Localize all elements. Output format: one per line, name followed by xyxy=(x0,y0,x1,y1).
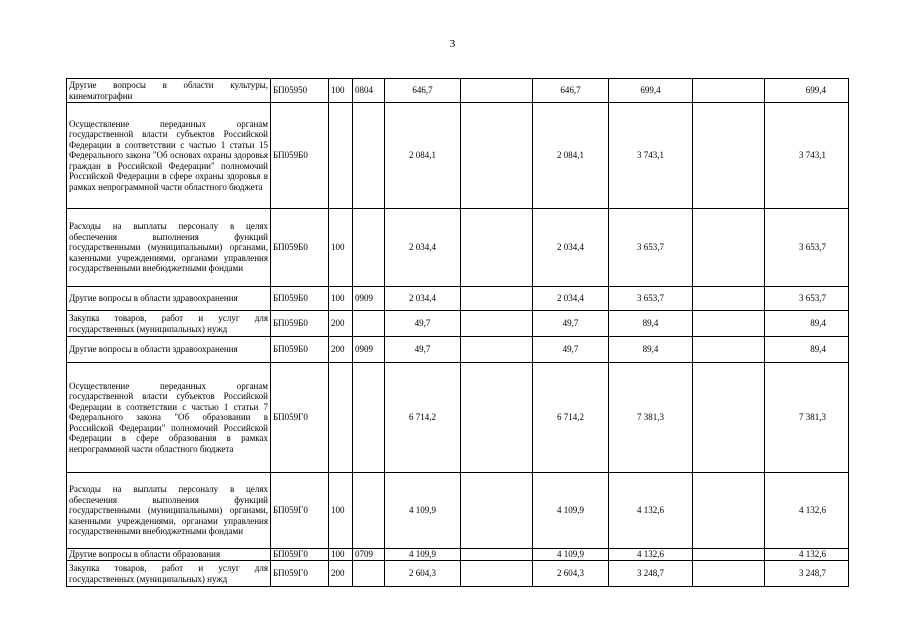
amount-col-5 xyxy=(693,103,765,209)
amount-col-5 xyxy=(693,363,765,473)
section-code xyxy=(353,103,385,209)
amount-col-2 xyxy=(461,79,533,103)
amount-col-5 xyxy=(693,549,765,561)
target-code: БП059Г0 xyxy=(271,363,329,473)
amount-col-2 xyxy=(461,209,533,287)
amount-col-3: 4 109,9 xyxy=(533,473,609,549)
amount-col-3: 49,7 xyxy=(533,311,609,337)
amount-col-1: 4 109,9 xyxy=(385,549,461,561)
row-description: Другие вопросы в области образования xyxy=(67,549,271,561)
amount-col-4: 89,4 xyxy=(609,337,693,363)
amount-col-3: 2 084,1 xyxy=(533,103,609,209)
expense-type: 100 xyxy=(329,287,353,311)
row-description: Закупка товаров, работ и услуг для государственных (муниципальных) нужд xyxy=(67,311,271,337)
amount-col-2 xyxy=(461,549,533,561)
amount-col-3: 6 714,2 xyxy=(533,363,609,473)
target-code: БП059Б0 xyxy=(271,103,329,209)
table-row xyxy=(67,103,849,209)
amount-col-2 xyxy=(461,103,533,209)
table-row xyxy=(67,549,849,561)
section-code: 0709 xyxy=(353,549,385,561)
amount-col-6: 699,4 xyxy=(765,79,849,103)
table-row xyxy=(67,287,849,311)
target-code: БП059Б0 xyxy=(271,287,329,311)
amount-col-1: 4 109,9 xyxy=(385,473,461,549)
target-code: БП059Г0 xyxy=(271,473,329,549)
amount-col-4: 4 132,6 xyxy=(609,549,693,561)
target-code: БП059Г0 xyxy=(271,561,329,587)
amount-col-4: 3 743,1 xyxy=(609,103,693,209)
section-code: 0909 xyxy=(353,337,385,363)
amount-col-6: 3 653,7 xyxy=(765,287,849,311)
amount-col-2 xyxy=(461,337,533,363)
amount-col-5 xyxy=(693,311,765,337)
amount-col-2 xyxy=(461,473,533,549)
amount-col-1: 2 034,4 xyxy=(385,209,461,287)
row-description: Другие вопросы в области здравоохранения xyxy=(67,287,271,311)
amount-col-6: 4 132,6 xyxy=(765,473,849,549)
target-code: БП05950 xyxy=(271,79,329,103)
row-description: Другие вопросы в области здравоохранения xyxy=(67,337,271,363)
expense-type xyxy=(329,103,353,209)
amount-col-3: 2 604,3 xyxy=(533,561,609,587)
table-row xyxy=(67,473,849,549)
expense-type: 100 xyxy=(329,79,353,103)
amount-col-4: 4 132,6 xyxy=(609,473,693,549)
amount-col-6: 89,4 xyxy=(765,337,849,363)
amount-col-5 xyxy=(693,473,765,549)
amount-col-6: 3 653,7 xyxy=(765,209,849,287)
amount-col-1: 6 714,2 xyxy=(385,363,461,473)
amount-col-6: 3 248,7 xyxy=(765,561,849,587)
row-description: Другие вопросы в области культуры, кинематографии xyxy=(67,79,271,103)
section-code xyxy=(353,363,385,473)
amount-col-6: 3 743,1 xyxy=(765,103,849,209)
row-description: Осуществление переданных органам государственной власти субъектов Российской Федерации в соответствии с частью 1 статьи 15 Федерального закона "Об основах охраны здоровья граждан в Российской Федерации" полномочий Российской Федерации в сфере охраны здоровья в рамках непрограммной части областного бюджета xyxy=(67,103,271,209)
section-code xyxy=(353,311,385,337)
amount-col-5 xyxy=(693,79,765,103)
row-description: Закупка товаров, работ и услуг для государственных (муниципальных) нужд xyxy=(67,561,271,587)
target-code: БП059Б0 xyxy=(271,337,329,363)
amount-col-4: 3 248,7 xyxy=(609,561,693,587)
target-code: БП059Б0 xyxy=(271,311,329,337)
amount-col-1: 2 604,3 xyxy=(385,561,461,587)
amount-col-2 xyxy=(461,311,533,337)
amount-col-5 xyxy=(693,337,765,363)
table-row xyxy=(67,337,849,363)
expense-type: 200 xyxy=(329,561,353,587)
row-description: Расходы на выплаты персоналу в целях обеспечения выполнения функций государственными (муниципальными) органами, казенными учреждениями, органами управления государственными внебюджетными фондами xyxy=(67,473,271,549)
table-row xyxy=(67,363,849,473)
expense-type: 100 xyxy=(329,473,353,549)
expense-type: 200 xyxy=(329,337,353,363)
amount-col-1: 2 034,4 xyxy=(385,287,461,311)
amount-col-4: 7 381,3 xyxy=(609,363,693,473)
amount-col-5 xyxy=(693,209,765,287)
target-code: БП059Б0 xyxy=(271,209,329,287)
amount-col-6: 7 381,3 xyxy=(765,363,849,473)
expense-type: 100 xyxy=(329,549,353,561)
amount-col-1: 2 084,1 xyxy=(385,103,461,209)
amount-col-2 xyxy=(461,561,533,587)
row-description: Расходы на выплаты персоналу в целях обеспечения выполнения функций государственными (муниципальными) органами, казенными учреждениями, органами управления государственными внебюджетными фондами xyxy=(67,209,271,287)
table-row xyxy=(67,79,849,103)
table-row xyxy=(67,561,849,587)
table-row xyxy=(67,209,849,287)
amount-col-3: 49,7 xyxy=(533,337,609,363)
section-code xyxy=(353,473,385,549)
expense-type: 100 xyxy=(329,209,353,287)
amount-col-4: 3 653,7 xyxy=(609,287,693,311)
amount-col-3: 4 109,9 xyxy=(533,549,609,561)
expense-type: 200 xyxy=(329,311,353,337)
amount-col-1: 646,7 xyxy=(385,79,461,103)
amount-col-6: 4 132,6 xyxy=(765,549,849,561)
amount-col-4: 89,4 xyxy=(609,311,693,337)
section-code xyxy=(353,209,385,287)
amount-col-3: 2 034,4 xyxy=(533,287,609,311)
budget-table xyxy=(66,78,849,587)
section-code: 0804 xyxy=(353,79,385,103)
expense-type xyxy=(329,363,353,473)
amount-col-3: 2 034,4 xyxy=(533,209,609,287)
amount-col-2 xyxy=(461,287,533,311)
amount-col-1: 49,7 xyxy=(385,337,461,363)
target-code: БП059Г0 xyxy=(271,549,329,561)
amount-col-5 xyxy=(693,287,765,311)
amount-col-5 xyxy=(693,561,765,587)
section-code xyxy=(353,561,385,587)
amount-col-4: 3 653,7 xyxy=(609,209,693,287)
amount-col-2 xyxy=(461,363,533,473)
page-number: 3 xyxy=(449,38,456,50)
row-description: Осуществление переданных органам государственной власти субъектов Российской Федерации в соответствии с частью 1 статьи 7 Федерального закона "Об образовании в Российской Федерации" полномочий Российской Федерации в сфере образования в рамках непрограммной части областного бюджета xyxy=(67,363,271,473)
amount-col-4: 699,4 xyxy=(609,79,693,103)
amount-col-3: 646,7 xyxy=(533,79,609,103)
amount-col-1: 49,7 xyxy=(385,311,461,337)
table-row xyxy=(67,311,849,337)
amount-col-6: 89,4 xyxy=(765,311,849,337)
section-code: 0909 xyxy=(353,287,385,311)
